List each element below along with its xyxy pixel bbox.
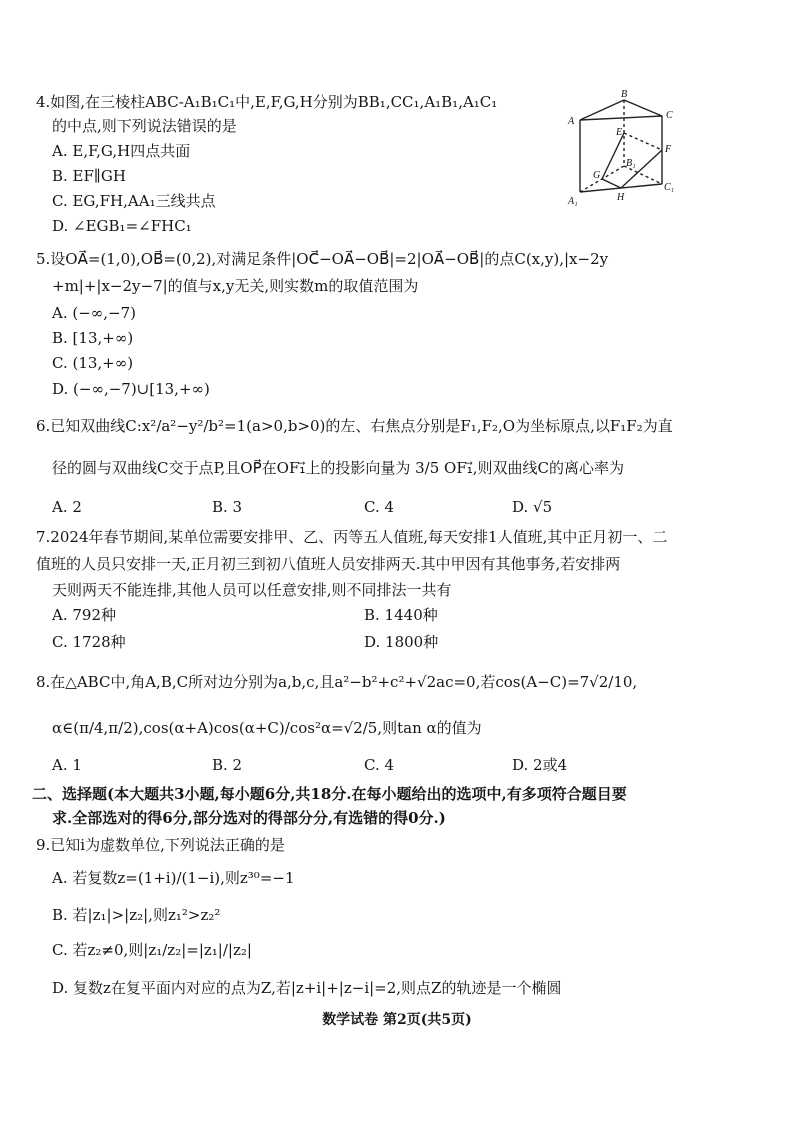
q7-option-b: B. 1440种 xyxy=(364,606,438,624)
label-b: B xyxy=(621,89,628,100)
label-c1: C₁ xyxy=(664,182,675,193)
q8-option-b: B. 2 xyxy=(212,756,243,774)
section2-heading-line2: 求.全部选对的得6分,部分选对的得部分分,有选错的得0分.) xyxy=(52,809,446,827)
q7-option-d: D. 1800种 xyxy=(364,633,439,651)
q5-option-c: C. (13,+∞) xyxy=(52,354,134,372)
q5-option-d: D. (−∞,−7)∪[13,+∞) xyxy=(52,380,210,398)
q9-option-c: C. 若z₂≠0,则|z₁/z₂|=|z₁|/|z₂| xyxy=(52,941,252,959)
q9-option-d: D. 复数z在复平面内对应的点为Z,若|z+i|+|z−i|=2,则点Z的轨迹是一个椭圆 xyxy=(52,979,562,997)
q6-option-d: D. √5 xyxy=(512,498,553,516)
q7-option-a: A. 792种 xyxy=(52,606,116,624)
label-e: E xyxy=(616,127,623,138)
label-a1: A₁ xyxy=(568,196,578,207)
q4-option-a: A. E,F,G,H四点共面 xyxy=(52,142,191,160)
q6-option-a: A. 2 xyxy=(52,498,82,516)
q5-option-a: A. (−∞,−7) xyxy=(52,304,137,322)
label-c: C xyxy=(666,110,673,121)
q8-stem-line2: α∈(π/4,π/2),cos(α+A)cos(α+C)/cos²α=√2/5,则tan α的值为 xyxy=(52,719,482,737)
q7-option-c: C. 1728种 xyxy=(52,633,126,651)
q9-option-a: A. 若复数z=(1+i)/(1−i),则z³⁰=−1 xyxy=(52,869,295,887)
q9-option-b: B. 若|z₁|>|z₂|,则z₁²>z₂² xyxy=(52,906,221,924)
label-h: H xyxy=(617,192,625,203)
q6-option-c: C. 4 xyxy=(364,498,395,516)
q4-stem-line1: 4.如图,在三棱柱ABC-A₁B₁C₁中,E,F,G,H分别为BB₁,CC₁,A₁B₁,A₁C₁ xyxy=(36,93,498,111)
label-a: A xyxy=(568,116,575,127)
q4-option-b: B. EF∥GH xyxy=(52,167,126,185)
q8-option-d: D. 2或4 xyxy=(512,756,568,774)
label-g: G xyxy=(593,170,601,181)
q7-stem-line3: 天则两天不能连排,其他人员可以任意安排,则不同排法一共有 xyxy=(52,581,452,599)
q5-stem-line1: 5.设OA⃗=(1,0),OB⃗=(0,2),对满足条件|OC⃗−OA⃗−OB⃗|=2|OA⃗−OB⃗|的点C(x,y),|x−2y xyxy=(36,250,609,268)
q7-stem-line2: 值班的人员只安排一天,正月初三到初八值班人员安排两天.其中甲因有其他事务,若安排两 xyxy=(36,555,621,573)
q4-stem-line2: 的中点,则下列说法错误的是 xyxy=(52,117,237,135)
q9-stem: 9.已知i为虚数单位,下列说法正确的是 xyxy=(36,836,285,854)
label-b1: B₁ xyxy=(626,158,636,169)
label-f: F xyxy=(665,144,672,155)
q8-option-c: C. 4 xyxy=(364,756,395,774)
section2-heading-line1: 二、选择题(本大题共3小题,每小题6分,共18分.在每小题给出的选项中,有多项符合题目要 xyxy=(32,785,627,803)
prism-figure xyxy=(560,86,680,208)
page-footer: 数学试卷 第2页(共5页) xyxy=(322,1012,472,1028)
q8-option-a: A. 1 xyxy=(52,756,82,774)
q4-option-c: C. EG,FH,AA₁三线共点 xyxy=(52,192,216,210)
q6-option-b: B. 3 xyxy=(212,498,243,516)
q5-option-b: B. [13,+∞) xyxy=(52,329,134,347)
q7-stem-line1: 7.2024年春节期间,某单位需要安排甲、乙、丙等五人值班,每天安排1人值班,其中正月初一、二 xyxy=(36,528,668,546)
q6-stem-line1: 6.已知双曲线C:x²/a²−y²/b²=1(a>0,b>0)的左、右焦点分别是F₁,F₂,O为坐标原点,以F₁F₂为直 xyxy=(36,417,673,435)
q8-stem-line1: 8.在△ABC中,角A,B,C所对边分别为a,b,c,且a²−b²+c²+√2ac=0,若cos(A−C)=7√2/10, xyxy=(36,673,638,691)
q5-stem-line2: +m|+|x−2y−7|的值与x,y无关,则实数m的取值范围为 xyxy=(52,277,419,295)
q6-stem-line2: 径的圆与双曲线C交于点P,且OP⃗在OF₁⃗上的投影向量为 3/5 OF₁⃗,则双曲线C的离心率为 xyxy=(52,459,625,477)
q4-option-d: D. ∠EGB₁=∠FHC₁ xyxy=(52,217,192,235)
